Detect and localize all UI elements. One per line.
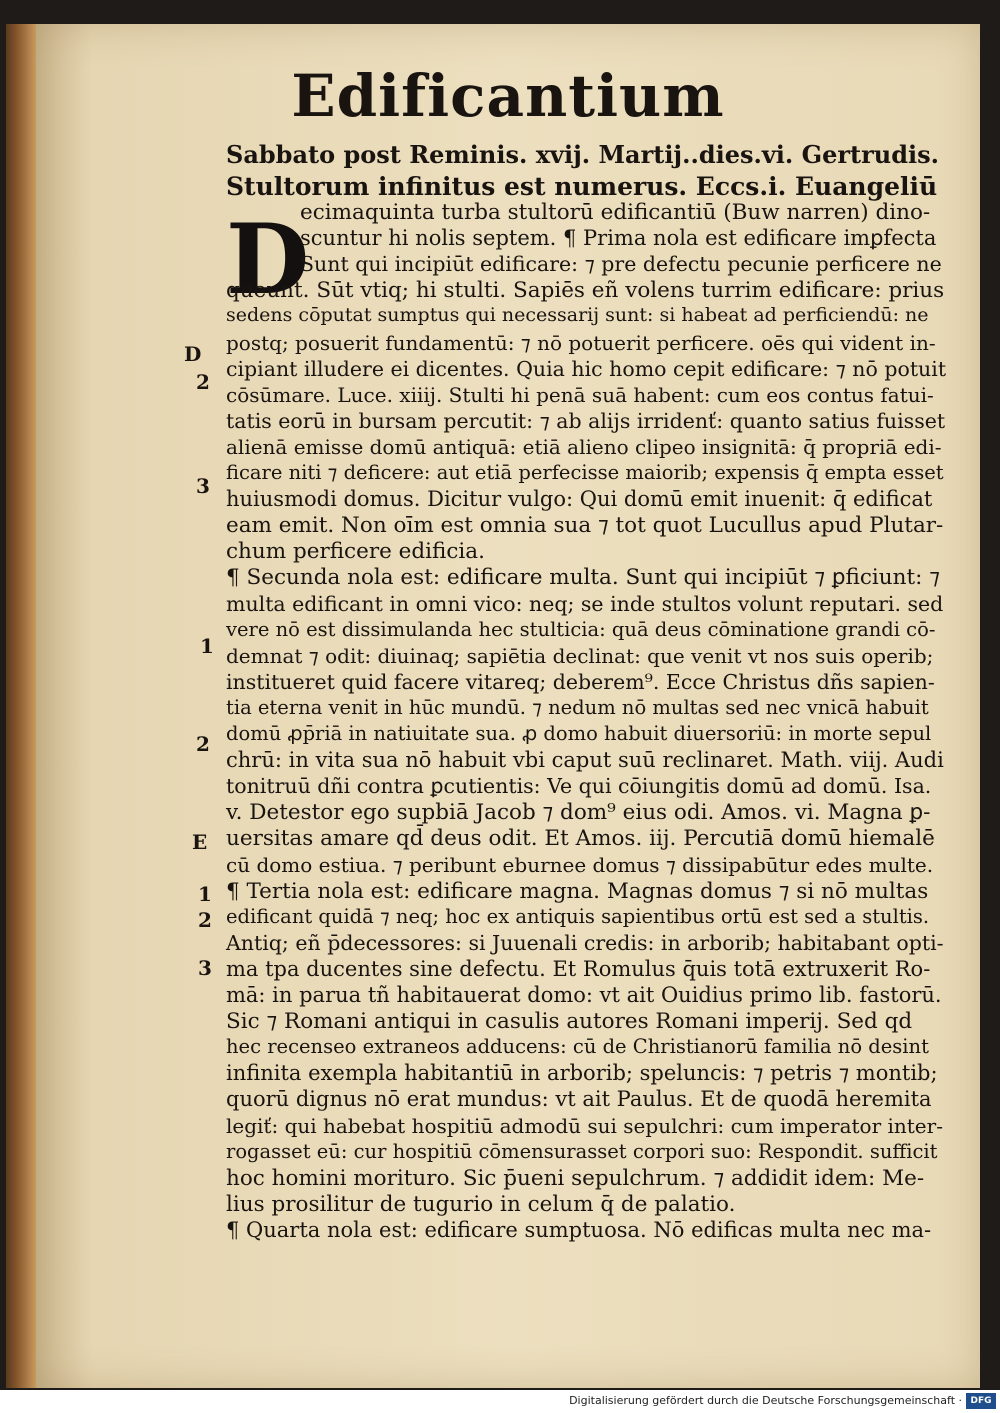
text-line: multa edificant in omni vico: neq; se inde stultos volunt reputari. sed [226, 591, 944, 616]
heading-line-2: Stultorum infinitus est numerus. Eccs.i. Euangeliū [226, 172, 938, 201]
text-line: huiusmodi domus. Dicitur vulgo: Qui domū emit inuenit: q̄ edificat [226, 487, 933, 512]
margin-note: 1 [198, 882, 212, 906]
book-page [36, 24, 980, 1388]
text-line: sedens cōputat sumptus qui necessarij sunt: si habeat ad perficiendū: ne [226, 304, 929, 327]
margin-note: 3 [198, 956, 212, 980]
dfg-logo: DFG [966, 1393, 996, 1409]
text-line: v. Detestor ego supbiā Jacob ⁊ dom⁹ eius odi. Amos. vi. Magna ꝑ- [226, 800, 931, 826]
text-line: ¶ Tertia nola est: edificare magna. Magnas domus ⁊ si nō multas [226, 878, 929, 904]
text-line: tatis eorū in bursam percutit: ⁊ ab alijs irridenť: quanto satius fuisset [226, 408, 946, 433]
text-line: rogasset eū: cur hospitiū cōmensurasset corpori suo: Respondit. sufficit [226, 1139, 938, 1163]
margin-note: D [184, 342, 202, 366]
text-line: legiť: qui habebat hospitiū admodū sui sepulchri: cum imperator inter- [226, 1113, 943, 1138]
text-line: institueret quid facere vitareq; deberem⁹. Ecce Christus dñs sapien- [226, 669, 935, 694]
footer-credit: Digitalisierung gefördert durch die Deutsche Forschungsgemeinschaft · [569, 1394, 962, 1407]
text-line: Sunt qui incipiūt edificare: ⁊ pre defectu pecunie perficere ne [300, 252, 942, 277]
text-line: alienā emisse domū antiquā: etiā alieno clipeo insignitā: q̄ propriā edi- [226, 434, 942, 459]
text-line: vere nō est dissimulanda hec stulticia: quā deus cōminatione grandi cō- [226, 617, 936, 641]
text-line: tia eterna venit in hūc mundū. ⁊ nedum nō multas sed nec vnicā habuit [226, 695, 929, 719]
footer-bar [0, 1390, 1000, 1413]
text-line: chum perficere edificia. [226, 539, 485, 565]
text-line: chrū: in vita sua nō habuit vbi caput suū reclinaret. Math. viij. Audi [226, 748, 944, 773]
margin-note: E [192, 830, 208, 854]
margin-note: 2 [196, 370, 210, 394]
margin-note: 3 [196, 474, 210, 498]
text-line: ficare niti ⁊ deficere: aut etiā perfecisse maiorib; expensis q̄ empta esset [226, 461, 944, 484]
text-line: quorū dignus nō erat mundus: vt ait Paulus. Et de quodā heremita [226, 1087, 932, 1112]
text-line: Sic ⁊ Romani antiqui in casulis autores Romani imperij. Sed qd [226, 1009, 913, 1035]
text-line: cōsūmare. Luce. xiiij. Stulti hi penā suā habent: cum eos contus fatui- [226, 382, 934, 407]
text-line: domū ꝓp̄riā in natiuitate sua. ꝓ domo habuit diuersoriū: in morte sepul [226, 722, 932, 745]
text-line: infinita exempla habitantiū in arborib; speluncis: ⁊ petris ⁊ montib; [226, 1061, 938, 1086]
book-spine-edge [6, 24, 36, 1388]
text-line: hoc homini morituro. Sic p̄ueni sepulchrum. ⁊ addidit idem: Me- [226, 1165, 925, 1191]
text-line: cipiant illudere ei dicentes. Quia hic homo cepit edificare: ⁊ nō potuit [226, 356, 947, 381]
text-line: eam emit. Non oīm est omnia sua ⁊ tot quot Lucullus apud Plutar- [226, 513, 944, 539]
text-line: ecimaquinta turba stultorū edificantiū (Buw narren) dino- [300, 200, 931, 225]
page-title: Edificantium [291, 62, 725, 130]
text-line: mā: in parua tñ habitauerat domo: vt ait Ouidius primo lib. fastorū. [226, 983, 942, 1007]
drop-initial: D [226, 203, 310, 316]
text-line: ¶ Secunda nola est: edificare multa. Sunt qui incipiūt ⁊ ꝑficiunt: ⁊ [226, 565, 940, 591]
text-line: cū domo estiua. ⁊ peribunt eburnee domus ⁊ dissipabūtur edes multe. [226, 852, 934, 877]
text-line: tonitruū dñi contra ꝑcutientis: Ve qui cōiungitis domū ad domū. Isa. [226, 774, 932, 799]
text-line: queunt. Sūt vtiq; hi stulti. Sapiēs eñ volens turrim edificare: prius [226, 278, 945, 304]
text-line: postq; posuerit fundamentū: ⁊ nō potuerit perficere. oēs qui vident in- [226, 330, 936, 355]
text-line: ma tpa ducentes sine defectu. Et Romulus q̄uis totā extruxerit Ro- [226, 956, 931, 981]
margin-note: 2 [196, 732, 210, 756]
text-line: demnat ⁊ odit: diuinaq; sapiētia declinat: que venit vt nos suis operib; [226, 643, 934, 668]
text-line: lius prosilitur de tugurio in celum q̄ de palatio. [226, 1191, 736, 1217]
heading-line-1: Sabbato post Reminis. xvij. Martij..dies.vi. Gertrudis. [226, 140, 939, 169]
text-line: ¶ Quarta nola est: edificare sumptuosa. Nō edificas multa nec ma- [226, 1217, 932, 1242]
text-line: edificant quidā ⁊ neq; hoc ex antiquis sapientibus ortū est sed a stultis. [226, 904, 930, 928]
text-line: hec recenseo extraneos adducens: cū de Christianorū familia nō desint [226, 1035, 929, 1059]
text-line: uersitas amare qd̄ deus odit. Et Amos. iij. Percutiā domū hiemalē [226, 826, 935, 852]
text-line: scuntur hi nolis septem. ¶ Prima nola est edificare imꝑfecta [300, 226, 937, 251]
text-line: Antiq; eñ p̄decessores: si Juuenali credis: in arborib; habitabant opti- [226, 930, 944, 955]
margin-note: 1 [200, 634, 214, 658]
margin-note: 2 [198, 908, 212, 932]
